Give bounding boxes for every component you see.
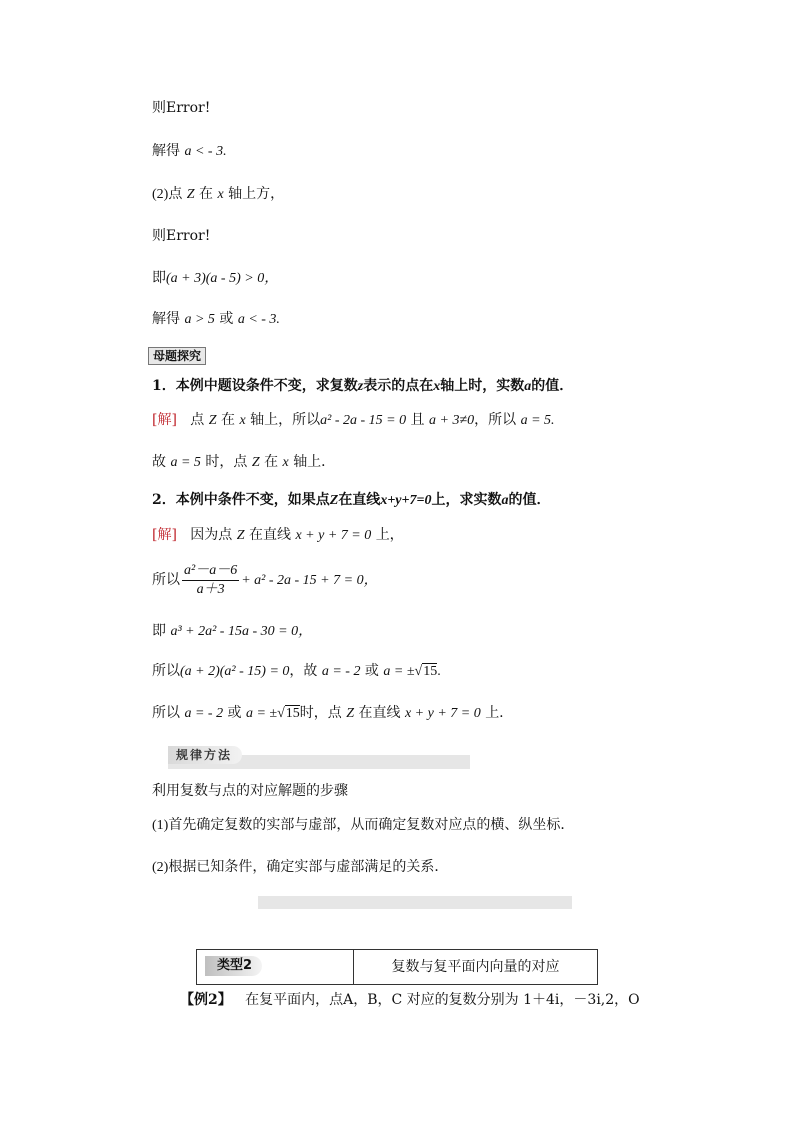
text-line xyxy=(152,184,284,205)
step-number: (2) xyxy=(152,860,169,875)
text-line xyxy=(152,268,278,289)
rule-step-2 xyxy=(152,857,448,878)
text: 所以 xyxy=(152,705,180,721)
math: Z xyxy=(186,187,195,202)
text: 故 xyxy=(152,454,166,470)
solution-tag: [解] xyxy=(152,412,177,428)
example-2 xyxy=(180,990,640,1010)
rule-tag: 规律方法 xyxy=(168,746,242,764)
text: 上. xyxy=(485,705,504,721)
fraction-numerator: a²－a－6 xyxy=(182,562,239,581)
fraction xyxy=(182,562,239,599)
text-line xyxy=(152,703,504,724)
text: 或 xyxy=(364,663,379,679)
text: 的值． xyxy=(531,378,574,394)
math: a < - 3. xyxy=(237,312,280,327)
math: x + y + 7 = 0 xyxy=(404,706,481,721)
text: 时，点 xyxy=(205,454,248,470)
text: 解得 xyxy=(152,311,180,327)
math: Z xyxy=(236,528,245,543)
example-tag: 【例2】 xyxy=(180,992,232,1008)
text: 或 xyxy=(227,705,242,721)
text-line xyxy=(152,141,227,162)
math: x + y + 7 = 0 xyxy=(295,528,372,543)
math: a³ + 2a² - 15a - 30 = 0， xyxy=(170,624,313,639)
math: x+y+7=0 xyxy=(380,493,432,508)
question-2 xyxy=(152,490,550,511)
example-text: 在复平面内，点A，B，C 对应的复数分别为 1＋4i，－3i,2，O xyxy=(245,992,640,1008)
text: 或 xyxy=(219,311,234,327)
text: 在 xyxy=(264,454,279,470)
sqrt-radicand: 15 xyxy=(285,706,300,721)
sqrt-sign: √ xyxy=(277,706,285,721)
text: 轴上方， xyxy=(228,186,285,202)
text: 即 xyxy=(152,623,166,639)
rule-title: 利用复数与点的对应解题的步骤 xyxy=(152,783,348,799)
math: a xyxy=(501,493,509,508)
math: x xyxy=(433,379,441,394)
solution-2 xyxy=(152,525,404,546)
math: x xyxy=(282,455,289,470)
type-title: 复数与复平面内向量的对应 xyxy=(391,959,560,975)
text: 且 xyxy=(410,412,425,428)
text: 在 xyxy=(199,186,214,202)
math: x xyxy=(217,187,224,202)
rule-step-1 xyxy=(152,815,574,836)
text: 所以 xyxy=(152,663,180,679)
text: 轴上． xyxy=(293,454,336,470)
math: a = 5. xyxy=(520,413,555,428)
text-line xyxy=(152,621,312,642)
math: a = ± xyxy=(245,706,278,721)
fraction-line xyxy=(152,560,378,601)
math: a + 3≠0 xyxy=(429,413,475,428)
text-line: 则Error! xyxy=(152,100,211,116)
divider-band xyxy=(258,896,572,909)
math: Z xyxy=(346,706,355,721)
math: a = ± xyxy=(383,664,415,679)
text: 上，求实数 xyxy=(431,492,502,508)
math: x xyxy=(239,413,246,428)
math: Z xyxy=(251,455,260,470)
text: 在直线 xyxy=(338,492,381,508)
fraction-denominator: a＋3 xyxy=(196,581,225,597)
math: Z xyxy=(208,413,217,428)
text: 1．本例中题设条件不变，求复数 xyxy=(152,378,358,394)
math: a = 5 xyxy=(170,455,201,470)
text: 在直线 xyxy=(249,527,291,543)
text: 根据已知条件，确定实部与虚部满足的关系． xyxy=(168,859,449,875)
text: 所以 xyxy=(152,572,180,588)
text-line xyxy=(152,661,441,682)
section-badge: 母题探究 xyxy=(148,347,206,365)
math: a² - 2a - 15 = 0 xyxy=(320,413,407,428)
text: 时，点 xyxy=(299,705,342,721)
text: ，所以 xyxy=(474,412,517,428)
type-label: 类型2 xyxy=(205,956,262,976)
math: + a² - 2a - 15 + 7 = 0， xyxy=(241,573,378,588)
math: (a + 3)(a - 5) > 0， xyxy=(166,271,279,286)
text: . xyxy=(437,664,441,679)
type-header xyxy=(196,949,598,985)
text: 2．本例中条件不变，如果点 xyxy=(152,492,330,508)
sqrt-radicand: 15 xyxy=(423,664,438,679)
text: 解得 xyxy=(152,143,180,159)
text-line xyxy=(152,309,280,330)
conclusion-1 xyxy=(152,452,335,473)
math: Z xyxy=(329,493,339,508)
text: 轴上时，实数 xyxy=(440,378,525,394)
text: 表示的点在 xyxy=(363,378,434,394)
math: a = - 2 xyxy=(321,664,361,679)
step-number: (1) xyxy=(152,818,169,833)
text: 即 xyxy=(152,270,166,286)
type-label-cell xyxy=(197,950,354,984)
sqrt-sign: √ xyxy=(414,664,423,679)
text: ，故 xyxy=(289,663,318,679)
text: 的值． xyxy=(508,492,551,508)
text: 首先确定复数的实部与虚部，从而确定复数对应点的横、纵坐标． xyxy=(168,817,575,833)
math: (a + 2)(a² - 15) = 0 xyxy=(180,664,290,679)
text: 因为点 xyxy=(190,527,233,543)
text: 上， xyxy=(375,527,404,543)
text: 在 xyxy=(221,412,235,428)
solution-tag: [解] xyxy=(152,527,177,543)
math: a = - 2 xyxy=(184,706,224,721)
text: 点 xyxy=(190,412,205,428)
text: 在直线 xyxy=(358,705,401,721)
solution-1 xyxy=(152,410,555,431)
text: 轴上，所以 xyxy=(250,412,321,428)
math: z xyxy=(357,379,364,394)
question-1 xyxy=(152,376,573,397)
math: a > 5 xyxy=(184,312,215,327)
math: a < - 3. xyxy=(184,144,227,159)
math: a xyxy=(524,379,532,394)
text-line: 则Error! xyxy=(152,228,211,244)
text: (2)点 xyxy=(152,187,183,202)
